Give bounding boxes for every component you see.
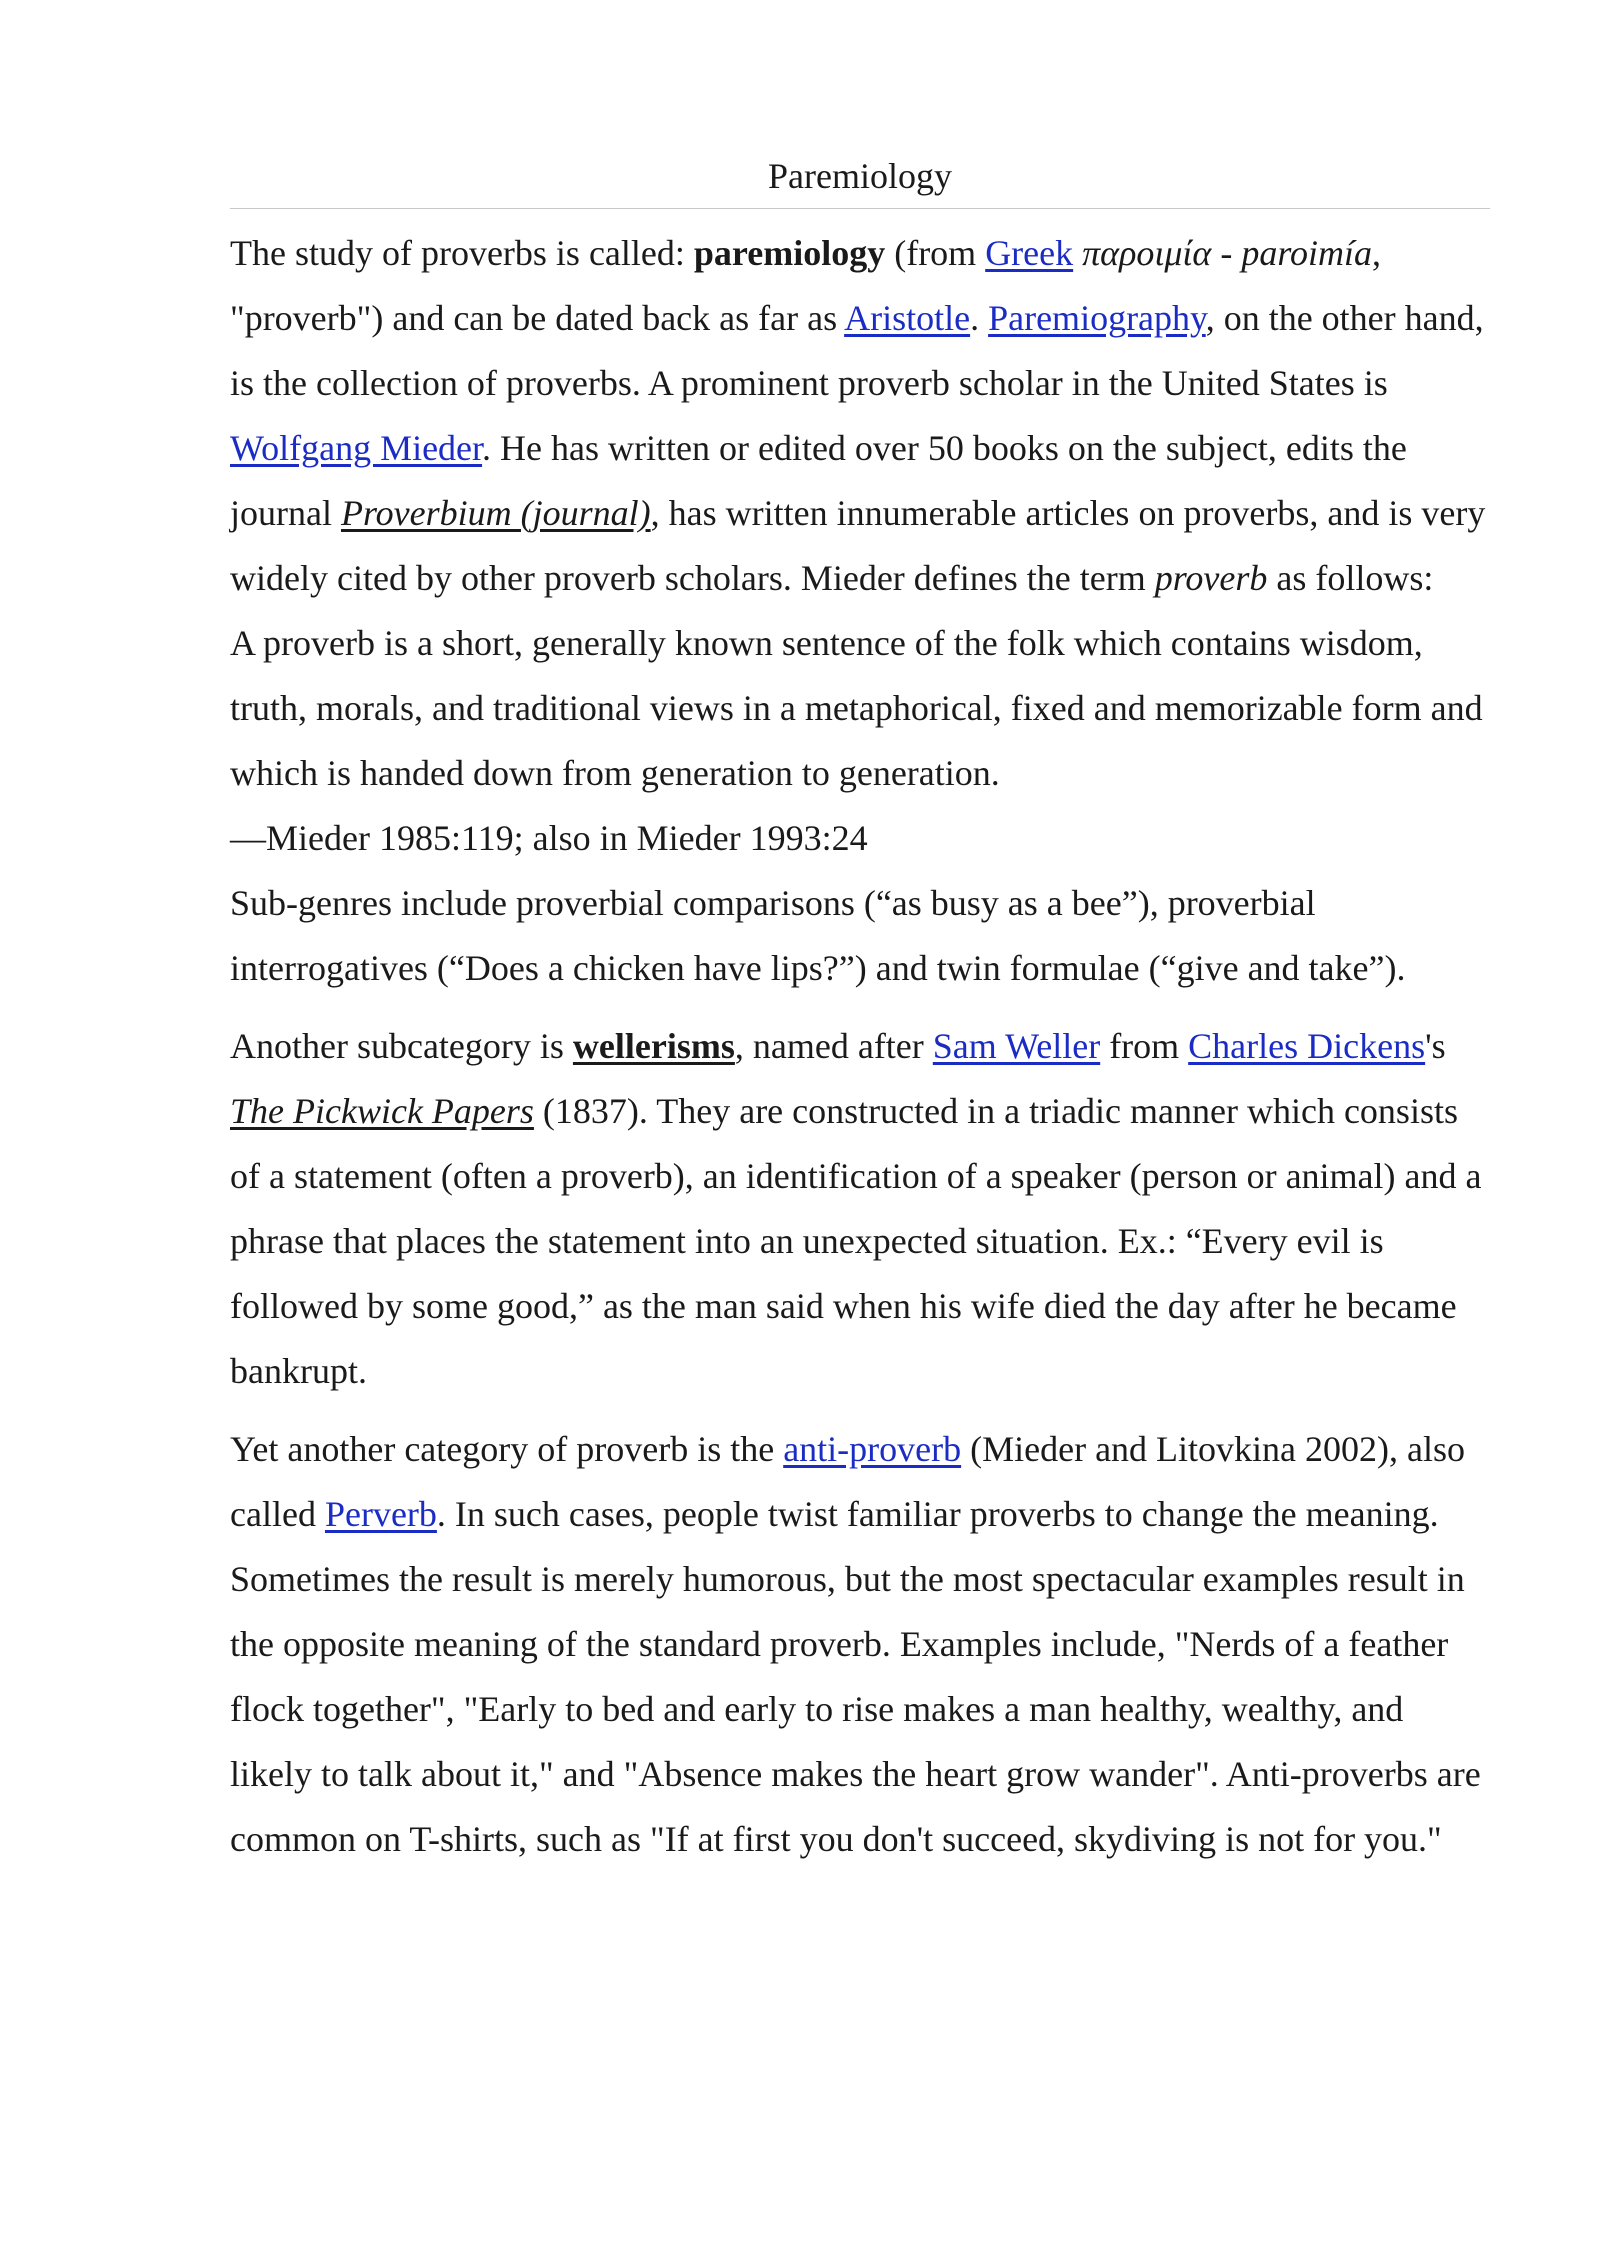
paragraph-intro xyxy=(230,221,1490,611)
link-anti-proverb[interactable]: anti-proverb xyxy=(783,1429,962,1469)
link-wolfgang-mieder[interactable]: Wolfgang Mieder xyxy=(230,428,483,468)
link-paremiography[interactable]: Paremiography xyxy=(988,298,1206,338)
text-run: (from xyxy=(885,233,986,273)
text-run: . He has written or edited over 50 books on the subject, edits the journal xyxy=(230,428,1407,533)
text-run: , has written innumerable articles on proverbs, and is very widely cited by other proverb scholars. Mieder defines the term xyxy=(230,493,1486,598)
term-wellerisms: wellerisms xyxy=(572,1026,735,1066)
link-greek[interactable]: Greek xyxy=(985,233,1074,273)
text-run: . xyxy=(970,298,989,338)
text-run: (Mieder and Litovkina 2002), also called xyxy=(230,1429,1466,1534)
paragraph-subgenres: Sub-genres include proverbial comparisons (“as busy as a bee”), proverbial interrogatives (“Does a chicken have lips?”) and twin formulae (“give and take”). xyxy=(230,883,1406,988)
link-pickwick-papers[interactable]: The Pickwick Papers xyxy=(230,1091,534,1131)
document-body xyxy=(230,221,1490,1872)
quote-attribution: —Mieder 1985:119; also in Mieder 1993:24 xyxy=(230,818,868,858)
link-aristotle[interactable]: Aristotle xyxy=(844,298,971,338)
text-run: , "proverb") and can be dated back as far as xyxy=(230,233,1382,338)
text-run: from xyxy=(1100,1026,1189,1066)
text-run: as follows: xyxy=(1267,558,1434,598)
definition-quote: A proverb is a short, generally known sentence of the folk which contains wisdom, truth, morals, and traditional views in a metaphorical, fixed and memorizable form and which is handed down from generation to generation. xyxy=(230,623,1483,793)
text-run: , named after xyxy=(734,1026,933,1066)
text-run xyxy=(1073,233,1082,273)
page-header xyxy=(230,150,1490,209)
text-run: . In such cases, people twist familiar proverbs to change the meaning. Sometimes the result is merely humorous, but the most spectacular examples result in the opposite meaning of the standard proverb. Examples include, "Nerds of a feather flock together", "Early to bed and early to rise makes a man healthy, wealthy, and likely to talk about it," and "Absence makes the heart grow wander". Anti-proverbs are common on T-shirts, such as "If at first you don't succeed, skydiving is not for you." xyxy=(230,1494,1481,1859)
document-page xyxy=(230,150,1490,1872)
greek-word: παροιμία xyxy=(1082,233,1212,273)
text-run: - xyxy=(1211,233,1242,273)
link-sam-weller[interactable]: Sam Weller xyxy=(932,1026,1101,1066)
link-charles-dickens[interactable]: Charles Dickens xyxy=(1188,1026,1426,1066)
term-proverb: proverb xyxy=(1154,558,1268,598)
paragraph-wellerisms xyxy=(230,1014,1490,1404)
text-run: The study of proverbs is called: xyxy=(230,233,694,273)
paragraph-anti-proverb xyxy=(230,1417,1490,1872)
link-proverbium-journal[interactable]: Proverbium (journal) xyxy=(340,493,651,533)
text-run: (1837). They are constructed in a triadic manner which consists of a statement (often a proverb), an identification of a speaker (person or animal) and a phrase that places the statement into an unexpected situation. Ex.: “Every evil is followed by some good,” as the man said when his wife died the day after he became bankrupt. xyxy=(230,1091,1482,1391)
term-paremiology: paremiology xyxy=(693,233,886,273)
text-run: 's xyxy=(1425,1026,1446,1066)
text-run: Yet another category of proverb is the xyxy=(230,1429,784,1469)
transliteration: paroimía xyxy=(1241,233,1373,273)
link-perverb[interactable]: Perverb xyxy=(324,1494,437,1534)
text-run: , on the other hand, is the collection of proverbs. A prominent proverb scholar in the United States is xyxy=(230,298,1484,403)
text-run: Another subcategory is xyxy=(230,1026,573,1066)
page-title: Paremiology xyxy=(768,156,952,196)
